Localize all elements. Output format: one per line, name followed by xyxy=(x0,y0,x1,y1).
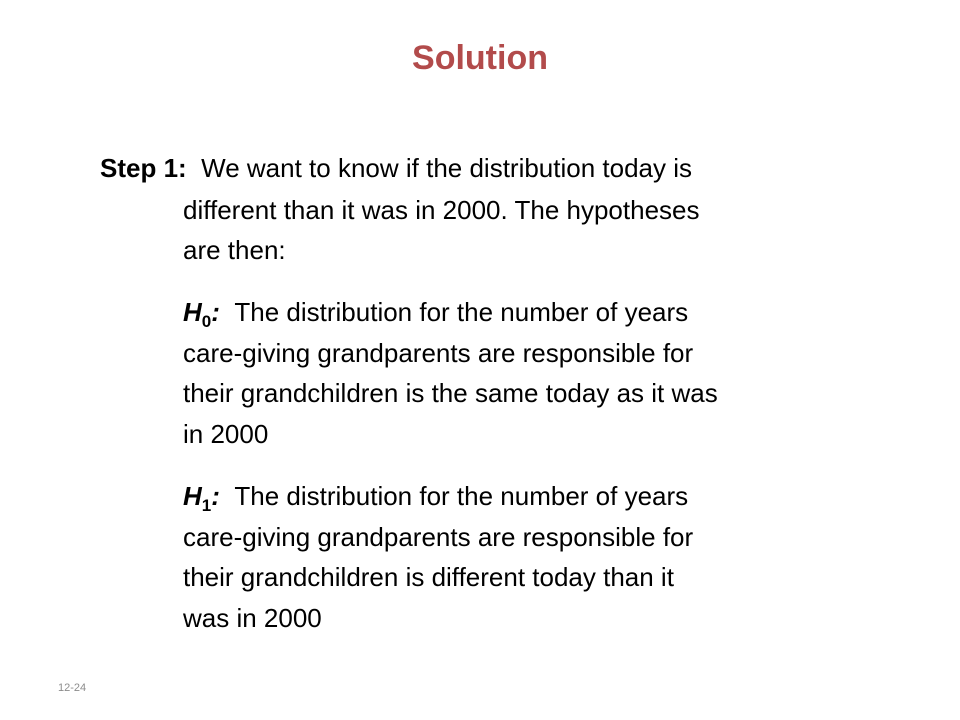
step-label: Step 1: xyxy=(100,153,187,183)
slide-title: Solution xyxy=(412,39,548,77)
h0-subscript: 0 xyxy=(201,312,212,331)
h1-text-line: was in 2000 xyxy=(183,603,322,633)
h0-text-line: their grandchildren is the same today as it was xyxy=(183,378,718,408)
h1-line-1 xyxy=(183,480,689,515)
h1-subscript: 1 xyxy=(201,496,212,515)
h1-text-line: their grandchildren is different today than it xyxy=(183,562,674,592)
step-text-line: different than it was in 2000. The hypotheses xyxy=(183,195,700,225)
h1-text-line: care-giving grandparents are responsible for xyxy=(183,522,694,552)
h1-text-line: The distribution for the number of years xyxy=(234,481,689,511)
h1-label: $H_1$: xyxy=(183,481,220,515)
h0-label: $H_0$: xyxy=(183,297,220,331)
h0-text-line: care-giving grandparents are responsible for xyxy=(183,338,694,368)
step-text-line: are then: xyxy=(183,235,286,265)
step-1-line-1 xyxy=(100,152,692,184)
h0-text-line: The distribution for the number of years xyxy=(234,297,689,327)
h0-line-1 xyxy=(183,296,689,331)
step-text-line: We want to know if the distribution today is xyxy=(201,153,693,183)
h0-text-line: in 2000 xyxy=(183,419,269,449)
slide-number: 12-24 xyxy=(58,682,87,694)
